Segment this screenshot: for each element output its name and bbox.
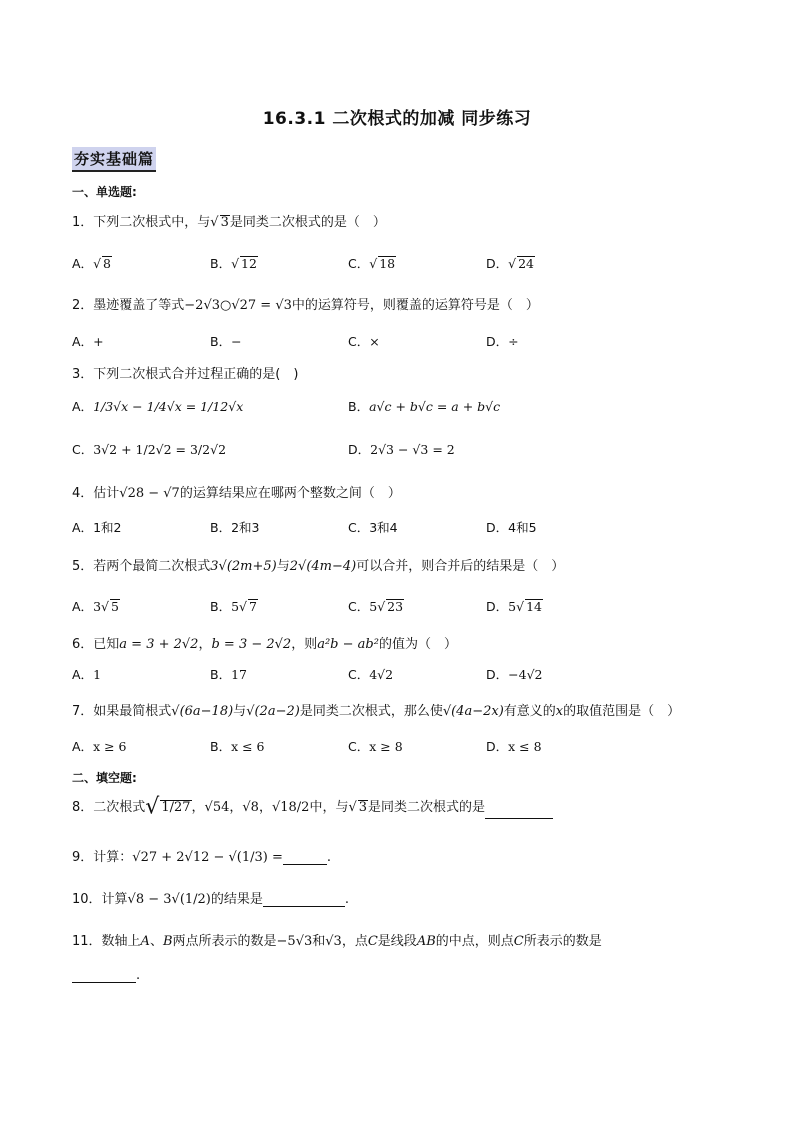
section-tag: 夯实基础篇 xyxy=(72,147,156,172)
q5-option-b[interactable]: B．5√ 7 xyxy=(210,599,257,614)
q3-option-b[interactable]: B．a√c + b√c = a + b√c xyxy=(348,399,501,414)
q7-option-c[interactable]: C．x ≥ 8 xyxy=(348,739,403,754)
q7-option-d[interactable]: D．x ≤ 8 xyxy=(486,739,542,754)
q1-text-before: 1．下列二次根式中，与 xyxy=(72,215,211,230)
q2-option-d[interactable]: D．÷ xyxy=(486,334,519,349)
q6-expression-b: b = 3 − 2√2 xyxy=(211,637,292,652)
question-10: 10．计算√8 − 3√(1/2)的结果是 . xyxy=(72,892,350,907)
q5-expression-2: 2√(4m−4) xyxy=(289,559,357,574)
q7-option-a[interactable]: A．x ≥ 6 xyxy=(72,739,127,754)
q4-option-b[interactable]: B．2和3 xyxy=(210,520,260,535)
q6-option-a[interactable]: A．1 xyxy=(72,667,102,682)
q3-option-c[interactable]: C．3√2 + 1/2√2 = 3/2√2 xyxy=(72,442,227,457)
q10-answer-blank[interactable] xyxy=(263,893,345,907)
question-7: 7．如果最简根式√(6a−18)与√(2a−2)是同类二次根式，那么使√(4a−2x)有意义的x的取值范围是（ ） xyxy=(72,704,681,719)
part2-heading: 二、填空题: xyxy=(72,771,137,785)
q2-option-b[interactable]: B．− xyxy=(210,334,242,349)
q2-option-a[interactable]: A．+ xyxy=(72,334,104,349)
q6-option-d[interactable]: D．−4√2 xyxy=(486,667,543,682)
question-4: 4．估计√28 − √7的运算结果应在哪两个整数之间（ ） xyxy=(72,486,401,501)
q7-option-b[interactable]: B．x ≤ 6 xyxy=(210,739,265,754)
q3-option-a[interactable]: A．1/3√x − 1/4√x = 1/12√x xyxy=(72,399,244,414)
q6-option-c[interactable]: C．4√2 xyxy=(348,667,394,682)
q1-text-after: 是同类二次根式的是（ ） xyxy=(229,215,386,230)
page-title: 16.3.1 二次根式的加减 同步练习 xyxy=(262,109,532,129)
q1-option-b[interactable]: B．√ 12 xyxy=(210,256,257,271)
q5-expression-1: 3√(2m+5) xyxy=(210,559,277,574)
question-3: 3．下列二次根式合并过程正确的是( ) xyxy=(72,367,299,382)
q6-expression-a: a = 3 + 2√2 xyxy=(119,637,199,652)
q4-option-a[interactable]: A．1和2 xyxy=(72,520,122,535)
q1-option-a[interactable]: A．√ 8 xyxy=(72,256,111,271)
question-2: 2．墨迹覆盖了等式−2√3○√27 = √3中的运算符号，则覆盖的运算符号是（ ） xyxy=(72,298,539,313)
q5-option-c[interactable]: C．5√ 23 xyxy=(348,599,404,614)
q11-answer-line: . xyxy=(72,968,140,983)
q5-option-d[interactable]: D．5√ 14 xyxy=(486,599,542,614)
question-9: 9．计算：√27 + 2√12 − √(1/3) = . xyxy=(72,850,332,865)
q5-option-a[interactable]: A．3√ 5 xyxy=(72,599,119,614)
question-11: 11．数轴上A、B两点所表示的数是−5√3和√3，点C是线段AB的中点，则点C所表示的数是 xyxy=(72,934,602,949)
q1-option-c[interactable]: C．√ 18 xyxy=(348,256,396,271)
q9-answer-blank[interactable] xyxy=(283,851,327,865)
q3-option-d[interactable]: D．2√3 − √3 = 2 xyxy=(348,442,455,457)
question-1: 1．下列二次根式中，与√ 3是同类二次根式的是（ ） xyxy=(72,215,386,230)
q8-answer-blank[interactable] xyxy=(485,805,553,819)
question-5: 5．若两个最简二次根式3√(2m+5)与2√(4m−4)可以合并，则合并后的结果是（ ） xyxy=(72,559,565,574)
q4-option-c[interactable]: C．3和4 xyxy=(348,520,398,535)
q4-option-d[interactable]: D．4和5 xyxy=(486,520,537,535)
q4-expression: √28 − √7 xyxy=(119,486,180,501)
q2-expression: −2√3○√27 = √3 xyxy=(184,298,292,313)
q6-option-b[interactable]: B．17 xyxy=(210,667,247,682)
q1-option-d[interactable]: D．√ 24 xyxy=(486,256,535,271)
q6-expression-target: a²b − ab² xyxy=(317,637,379,652)
q11-answer-blank[interactable] xyxy=(72,969,136,983)
question-8: 8．二次根式√ 1/27，√54，√8，√18/2中，与√ 3是同类二次根式的是 xyxy=(72,796,553,819)
q2-option-c[interactable]: C．× xyxy=(348,334,380,349)
question-6: 6．已知a = 3 + 2√2，b = 3 − 2√2，则a²b − ab²的值为（ ） xyxy=(72,637,457,652)
part1-heading: 一、单选题: xyxy=(72,185,137,199)
q1-radicand: 3 xyxy=(220,215,229,230)
